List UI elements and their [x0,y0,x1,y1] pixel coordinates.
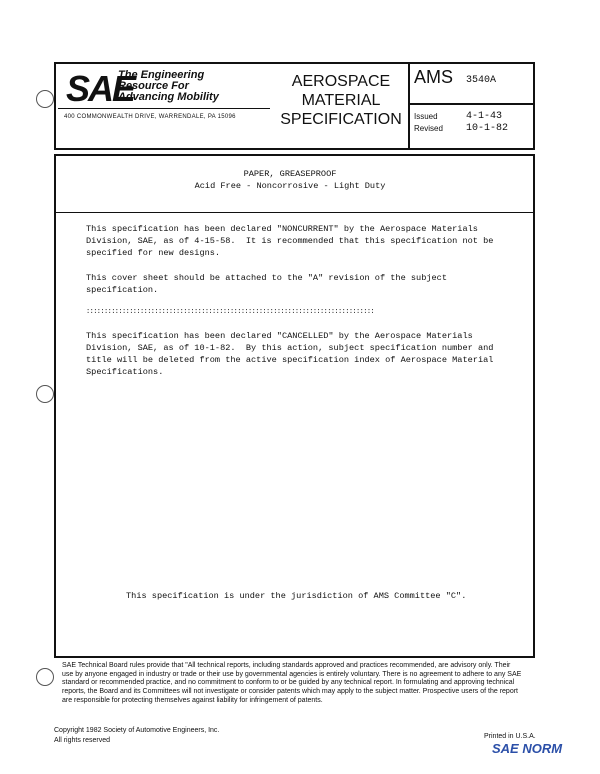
tagline-line-1: The Engineering [118,69,205,81]
printed-in: Printed in U.S.A. [484,733,536,740]
document-title: PAPER, GREASEPROOF [243,169,337,179]
ams-label: AMS [414,67,454,87]
revised-date: 10-1-82 [466,123,509,134]
issued-date: 4-1-43 [466,111,503,122]
jurisdiction-statement: This specification is under the jurisdiction of AMS Committee "C". [126,591,467,601]
cancelled-paragraph: This specification has been declared "CANCELLED" by the Aerospace Materials Division, SAE, as of 10-1-82. By this action, subject specification number and title will be deleted from the active specification index of Aerospace Material Specifications. [86,331,494,377]
separator-line: :::::::::::::::::::::::::::::::::::::::::::::::::::::::::::::::::::::::::::::::: [86,308,375,316]
copyright: Copyright 1982 Society of Automotive Engineers, Inc. [54,727,220,734]
tagline-line-3: Advancing Mobility [118,91,219,103]
title-rule [56,212,533,213]
address: 400 COMMONWEALTH DRIVE, WARRENDALE, PA 15096 [64,114,236,120]
header-divider [408,62,410,150]
revised-label: Revised [414,124,443,133]
board-rules-text: SAE Technical Board rules provide that "All technical reports, including standards approved and practices recommended, are advisory only. Their use by anyone engaged in industry or trade or their use by governmental agencies is entirely voluntary. There is no agreement to adhere to any SAE standard or recommended practice, and no commitment to conform to or be guided by any technical report. In formulating and approving technical reports, the Board and its Committees will not investigate or consider patents which may apply to the subject matter. Prospective users of the report are responsible for protecting themselves against liability for infringement of patents. [62,662,522,704]
spec-title-specification: SPECIFICATION [280,111,402,128]
punch-hole [36,668,54,686]
document-subtitle: Acid Free - Noncorrosive - Light Duty [194,181,386,191]
issued-label: Issued [414,112,438,121]
rights-reserved: All rights reserved [54,737,111,744]
sae-norm-watermark: SAE NORM [492,741,563,756]
tagline-line-2: Resource For [118,80,189,92]
punch-hole [36,385,54,403]
sae-logo: SAE [66,68,135,109]
noncurrent-paragraph: This specification has been declared "NONCURRENT" by the Aerospace Materials Division, SAE, as of 4-15-58. It is recommended that this specification not be specified for new designs. [86,224,494,258]
spec-title-aerospace: AEROSPACE [291,73,391,90]
cover-sheet-paragraph: This cover sheet should be attached to the "A" revision of the subject specification. [86,273,447,295]
punch-hole [36,90,54,108]
ams-divider [410,103,533,105]
spec-title-material: MATERIAL [301,92,381,109]
ams-number: 3540A [466,75,497,86]
